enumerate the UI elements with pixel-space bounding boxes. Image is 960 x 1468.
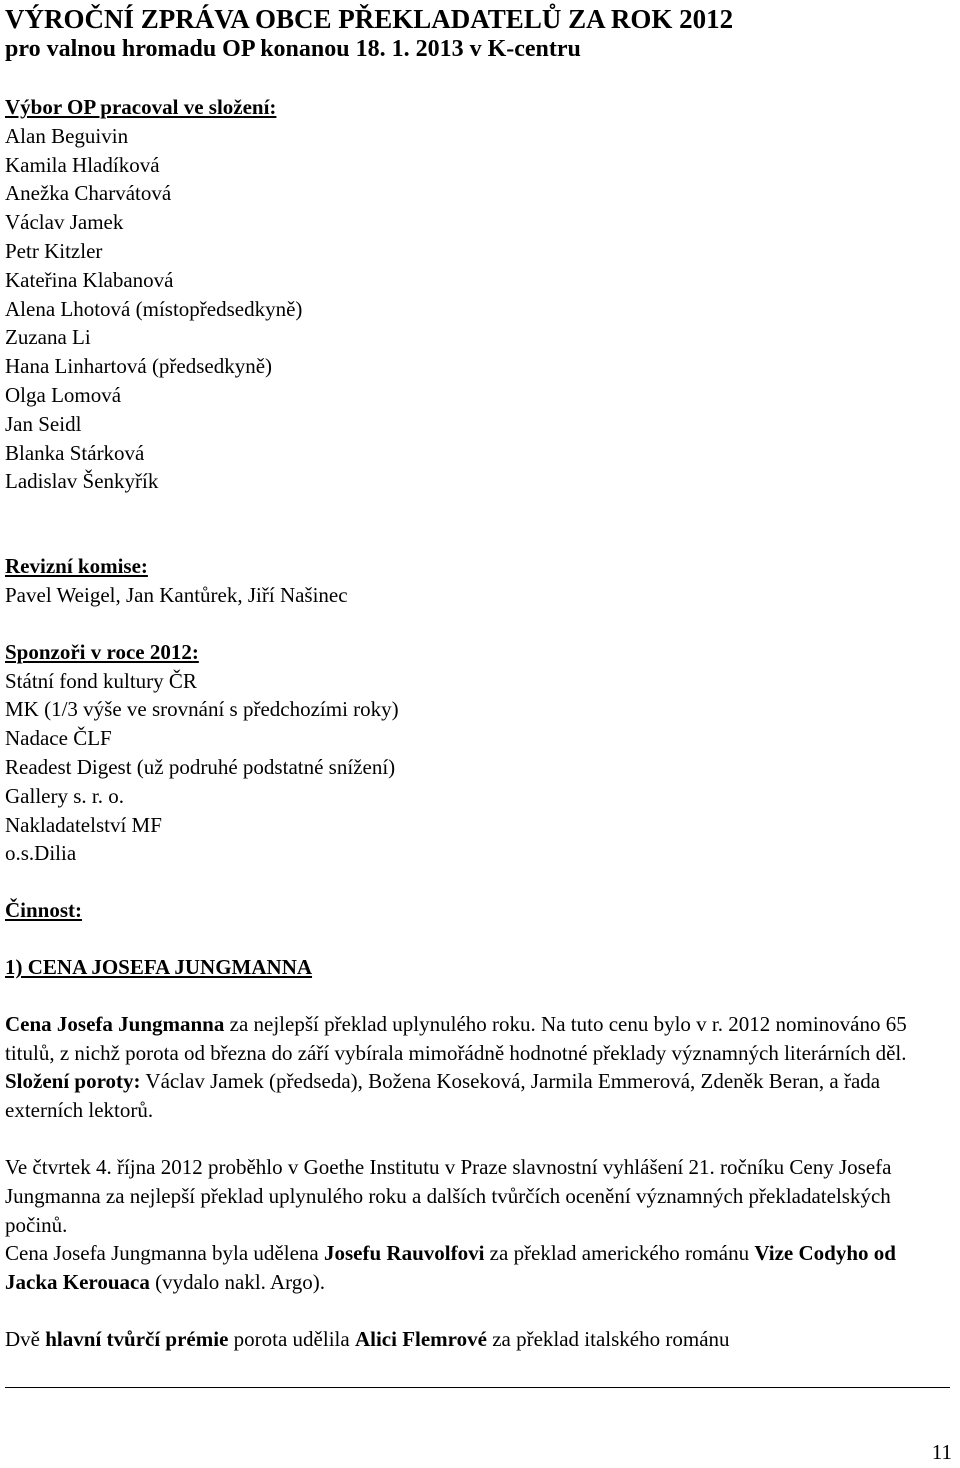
list-item: Anežka Charvátová	[5, 181, 172, 206]
list-item: Blanka Stárková	[5, 440, 145, 465]
bold-text: Cena Josefa Jungmanna	[5, 1011, 225, 1036]
bold-text: Alici Flemrové	[354, 1326, 487, 1351]
list-item: MK (1/3 výše ve srovnání s předchozími roky)	[5, 697, 399, 722]
audit-members: Pavel Weigel, Jan Kantůrek, Jiří Našinec	[5, 582, 348, 607]
spacer	[5, 982, 950, 1010]
list-item: Nakladatelství MF	[5, 812, 162, 837]
committee-list	[5, 122, 950, 496]
list-item: Gallery s. r. o.	[5, 783, 124, 808]
list-item: Václav Jamek	[5, 210, 124, 235]
committee-heading: Výbor OP pracoval ve složení:	[5, 95, 277, 119]
list-item: Státní fond kultury ČR	[5, 668, 197, 693]
activity-heading: Činnost:	[5, 898, 83, 923]
list-item: Ladislav Šenkyřík	[5, 469, 159, 494]
paragraph-premiums: Dvě hlavní tvůrčí prémie porota udělila Alici Flemrové za překlad italského románu	[5, 1326, 730, 1351]
spacer	[5, 496, 950, 524]
footer-divider	[5, 1387, 950, 1388]
paragraph-winner: Cena Josefa Jungmanna byla udělena Josefu Rauvolfovi za překlad amerického románu Vize Codyho od Jacka Kerouaca (vydalo nakl. Argo).	[5, 1241, 896, 1295]
spacer	[5, 1125, 950, 1153]
list-item: Hana Linhartová (předsedkyně)	[5, 354, 273, 379]
paragraph-jury: Složení poroty: Václav Jamek (předseda), Božena Koseková, Jarmila Emmerová, Zdeněk Beran, a řada externích lektorů.	[5, 1069, 881, 1123]
paragraph-prize-intro: Cena Josefa Jungmanna za nejlepší překlad uplynulého roku. Na tuto cenu bylo v r. 2012 nominováno 65 titulů, z nichž porota od března do září vybírala mimořádně hodnotné překlady významných literárních děl.	[5, 1011, 907, 1065]
list-item: Readest Digest (už podruhé podstatné snížení)	[5, 754, 396, 779]
section-title-jungmann-prize: 1) CENA JOSEFA JUNGMANNA	[5, 954, 313, 979]
page-number: 11	[931, 1440, 952, 1464]
list-item: Nadace ČLF	[5, 726, 112, 751]
spacer	[5, 925, 950, 953]
list-item: Petr Kitzler	[5, 238, 103, 263]
list-item: Alan Beguivin	[5, 123, 129, 148]
report-title: VÝROČNÍ ZPRÁVA OBCE PŘEKLADATELŮ ZA ROK 2012	[5, 4, 734, 34]
sponsors-heading: Sponzoři v roce 2012:	[5, 639, 199, 664]
list-item: Kateřina Klabanová	[5, 267, 174, 292]
document-body	[5, 4, 950, 1354]
spacer	[5, 868, 950, 896]
paragraph-ceremony: Ve čtvrtek 4. října 2012 proběhlo v Goethe Institutu v Praze slavnostní vyhlášení 21. ročníku Ceny Josefa Jungmanna za nejlepší překlad uplynulého roku a dalších tvůrčích ocenění významných překladatelských počinů.	[5, 1154, 892, 1237]
report-subtitle: pro valnou hromadu OP konanou 18. 1. 2013 v K-centru	[5, 36, 581, 62]
spacer	[5, 64, 950, 93]
list-item: Olga Lomová	[5, 382, 122, 407]
spacer	[5, 524, 950, 552]
spacer	[5, 610, 950, 638]
spacer	[5, 1297, 950, 1325]
list-item: o.s.Dilia	[5, 841, 77, 866]
list-item: Alena Lhotová (místopředsedkyně)	[5, 296, 303, 321]
list-item: Jan Seidl	[5, 411, 82, 436]
audit-heading: Revizní komise:	[5, 554, 148, 579]
bold-text: hlavní tvůrčí prémie	[45, 1326, 229, 1351]
bold-text: Vize Codyho od Jacka Kerouaca	[5, 1241, 896, 1295]
list-item: Zuzana Li	[5, 325, 91, 350]
sponsors-list	[5, 667, 950, 869]
bold-text: Josefu Rauvolfovi	[323, 1241, 485, 1266]
list-item: Kamila Hladíková	[5, 152, 160, 177]
bold-text: Složení poroty:	[5, 1069, 141, 1094]
